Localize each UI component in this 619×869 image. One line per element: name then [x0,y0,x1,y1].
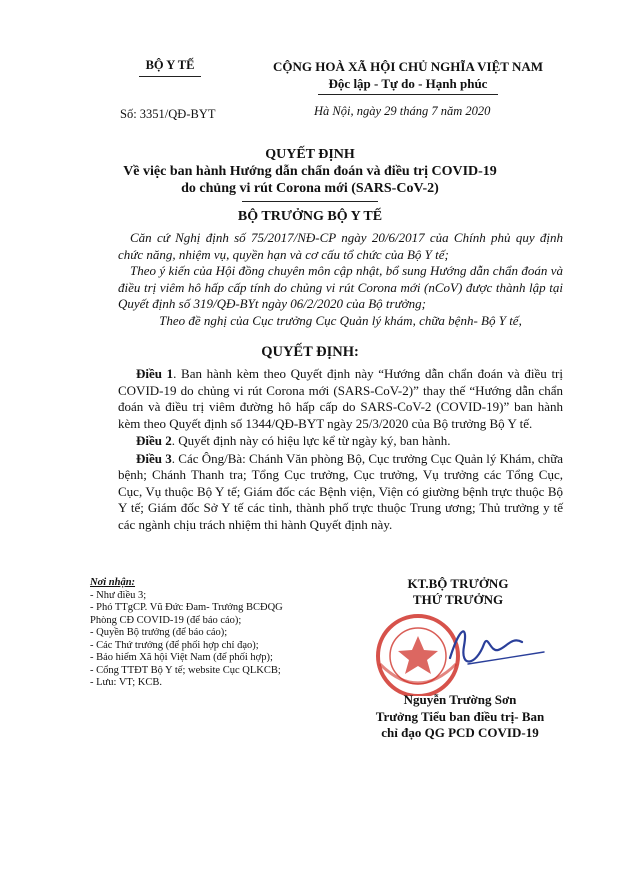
article-label: Điều 2 [136,433,172,448]
recipient-item: - Phó TTgCP. Vũ Đức Đam- Trưởng BCĐQG [90,602,283,613]
article-text: . Ban hành kèm theo Quyết định này “Hướng dẫn chẩn đoán và điều trị COVID-19 do chủng vi rút Corona mới (SARS-CoV-2)” thay thế “Hướng dẫn chẩn đoán và điều trị viêm đường hô hấp cấp do SARS-CoV-2 (COVID-19)” ban hành kèm theo Quyết định số 1344/QĐ-BYT ngày 25/3/2020 của Bộ trưởng Bộ Y tế. [118,366,563,431]
article-3 [118,451,563,534]
article-2 [118,433,563,450]
motto-underline [318,94,498,95]
recipient-item: Phòng CĐ COVID-19 (để báo cáo); [90,614,242,626]
articles [118,366,563,534]
title-type: QUYẾT ĐỊNH [265,147,355,162]
issuing-authority: BỘ TRƯỞNG BỘ Y TẾ [237,209,383,224]
seal-and-signature [372,606,562,696]
place-date: Hà Nội, ngày 29 tháng 7 năm 2020 [314,104,491,118]
decide-heading: QUYẾT ĐỊNH: [261,344,359,360]
signer-title-line2: chỉ đạo QG PCD COVID-19 [381,725,539,740]
signer-block [340,692,580,742]
recipients-heading: Nơi nhận: [90,577,136,588]
national-header [248,58,568,95]
national-motto: Độc lập - Tự do - Hạnh phúc [328,76,488,91]
signer-title-line1: Trưởng Tiểu ban điều trị- Ban [375,708,545,724]
signer-name: Nguyễn Trường Sơn [403,692,517,707]
article-label: Điều 3 [136,450,172,466]
legal-basis [118,230,563,329]
recipient-item: - Cổng TTĐT Bộ Y tế; website Cục QLKCB; [90,664,281,676]
issuing-org [110,58,230,77]
signature-role: THỨ TRƯỞNG [412,592,504,607]
article-label: Điều 1 [136,366,174,381]
article-text: . Các Ông/Bà: Chánh Văn phòng Bộ, Cục trưởng Cục Quản lý Khám, chữa bệnh; Chánh Thanh tra; Tổng Cục trưởng, Cục trưởng, Vụ trưởng các Tổng Cục, Cục, Vụ thuộc Bộ Y tế; Giám đốc các Bệnh viện, Viện có giường bệnh trực thuộc Bộ Y tế; Giám đốc Sở Y tế các tỉnh, thành phố trực thuộc Trung ương; Thủ trưởng y tế các ngành chịu trách nhiệm thi hành Quyết định này. [118,450,564,532]
title-subject-line2: do chủng vi rút Corona mới (SARS-CoV-2) [181,181,439,196]
basis-item: Theo ý kiến của Hội đồng chuyên môn cập nhật, bổ sung Hướng dẫn chẩn đoán và điều trị viêm hô hấp cấp tính do chủng vi rút Corona mới (nCoV) được thành lập tại Quyết định số 319/QĐ-BYt ngày 06/2/2020 của Bộ trưởng; [118,263,563,311]
signature-heading [352,576,564,608]
basis-item: Căn cứ Nghị định số 75/2017/NĐ-CP ngày 20/6/2017 của Chính phủ quy định chức năng, nhiệm vụ, quyền hạn và cơ cấu tổ chức của Bộ Y tế; [118,230,563,262]
red-seal-icon [378,616,458,696]
signature-for: KT.BỘ TRƯỞNG [407,576,509,591]
recipient-item: - Các Thứ trưởng (để phối hợp chỉ đạo); [90,639,259,651]
document-number: Số: 3351/QĐ-BYT [120,107,216,121]
title-subject-line1: Về việc ban hành Hướng dẫn chẩn đoán và điều trị COVID-19 [123,164,497,179]
recipient-item: - Như điều 3; [90,589,147,601]
country-name: CỘNG HOÀ XÃ HỘI CHỦ NGHĨA VIỆT NAM [272,59,544,74]
org-underline [139,76,201,77]
handwritten-signature-icon [450,631,544,664]
article-text: . Quyết định này có hiệu lực kể từ ngày ký, ban hành. [171,433,451,448]
org-name: BỘ Y TẾ [145,58,195,72]
recipient-item: - Bảo hiểm Xã hội Việt Nam (để phối hợp); [90,652,273,663]
recipient-item: - Quyền Bộ trưởng (để báo cáo); [90,627,228,638]
article-1 [118,366,563,432]
basis-item: Theo đề nghị của Cục trưởng Cục Quản lý khám, chữa bệnh- Bộ Y tế, [159,312,522,328]
decision-title [60,146,560,202]
recipient-item: - Lưu: VT; KCB. [90,677,163,688]
title-underline [242,201,378,202]
recipients-block [90,577,330,690]
